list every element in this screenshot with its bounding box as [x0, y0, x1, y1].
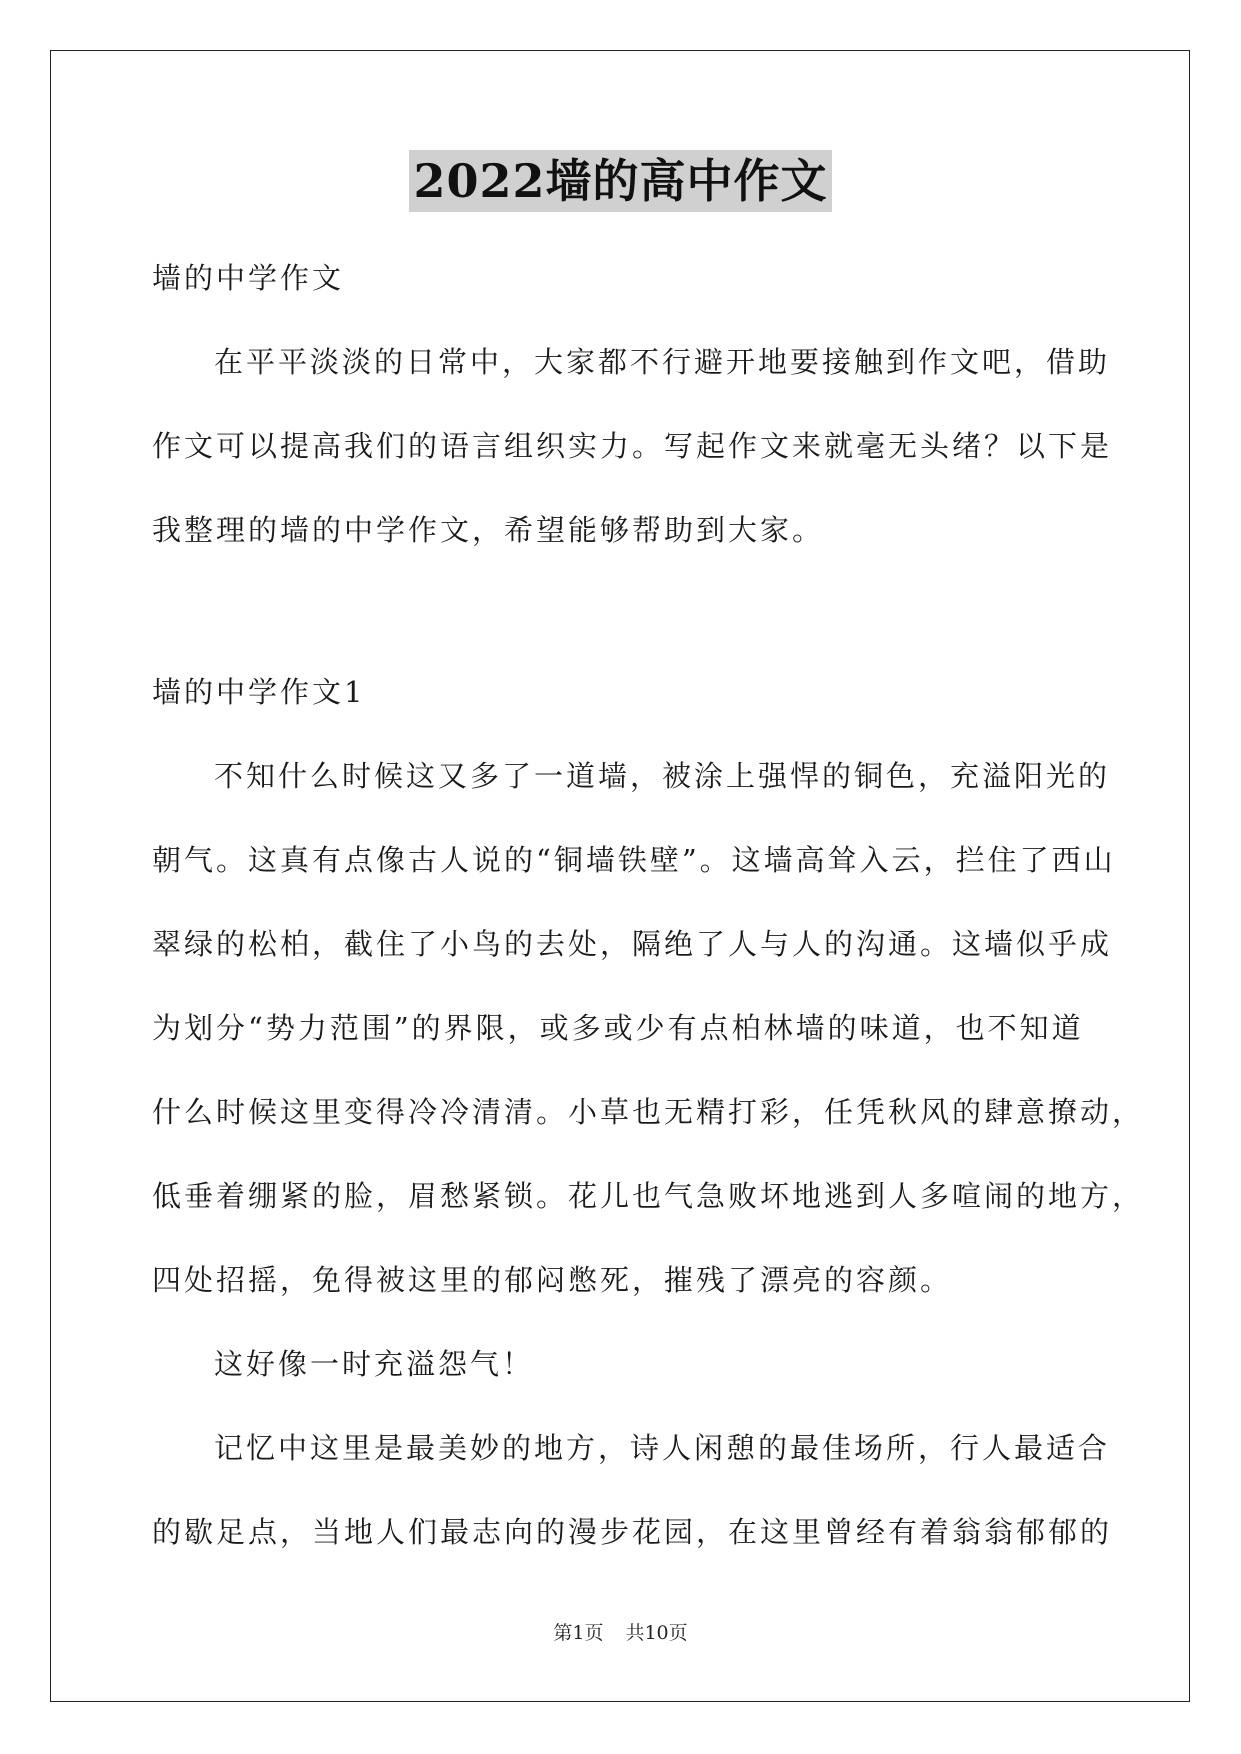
paragraph-line: 我整理的墙的中学作文，希望能够帮助到大家。: [152, 513, 825, 547]
paragraph-line: 朝气。这真有点像古人说的“铜墙铁壁”。这墙高耸入云，拦住了西山: [152, 843, 1116, 877]
paragraph-line: 记忆中这里是最美妙的地方，诗人闲憩的最佳场所，行人最适合: [214, 1431, 1111, 1465]
paragraph-line: 为划分“势力范围”的界限，或多或少有点柏林墙的味道，也不知道: [152, 1011, 1084, 1045]
paragraph-line: 什么时候这里变得冷冷清清。小草也无精打彩，任凭秋风的肆意撩动，: [152, 1095, 1145, 1129]
paragraph-line: 在平平淡淡的日常中，大家都不行避开地要接触到作文吧，借助: [214, 345, 1111, 379]
paragraph-line: 作文可以提高我们的语言组织实力。写起作文来就毫无头绪？以下是: [152, 429, 1113, 463]
page-footer: [0, 1618, 1241, 1645]
paragraph-line: 这好像一时充溢怨气！: [214, 1347, 535, 1381]
page-total: 共10页: [625, 1622, 688, 1644]
document-title: 2022墙的高中作文: [409, 150, 831, 212]
document-body: [152, 236, 1145, 1574]
paragraph-line: 不知什么时候这又多了一道墙，被涂上强悍的铜色，充溢阳光的: [214, 759, 1111, 793]
page-number: 第1页: [553, 1622, 604, 1644]
essay-heading: 墙的中学作文1: [152, 675, 366, 709]
paragraph-line: 的歇足点，当地人们最志向的漫步花园，在这里曾经有着翁翁郁郁的: [152, 1515, 1113, 1549]
paragraph-line: 翠绿的松柏，截住了小鸟的去处，隔绝了人与人的沟通。这墙似乎成: [152, 927, 1113, 961]
title-container: [0, 150, 1241, 212]
paragraph-line: 低垂着绷紧的脸，眉愁紧锁。花儿也气急败坏地逃到人多喧闹的地方，: [152, 1179, 1145, 1213]
paragraph-line: 四处招摇，免得被这里的郁闷憋死，摧残了漂亮的容颜。: [152, 1263, 953, 1297]
section-heading: 墙的中学作文: [152, 261, 345, 295]
blank-gap: [152, 572, 1092, 650]
